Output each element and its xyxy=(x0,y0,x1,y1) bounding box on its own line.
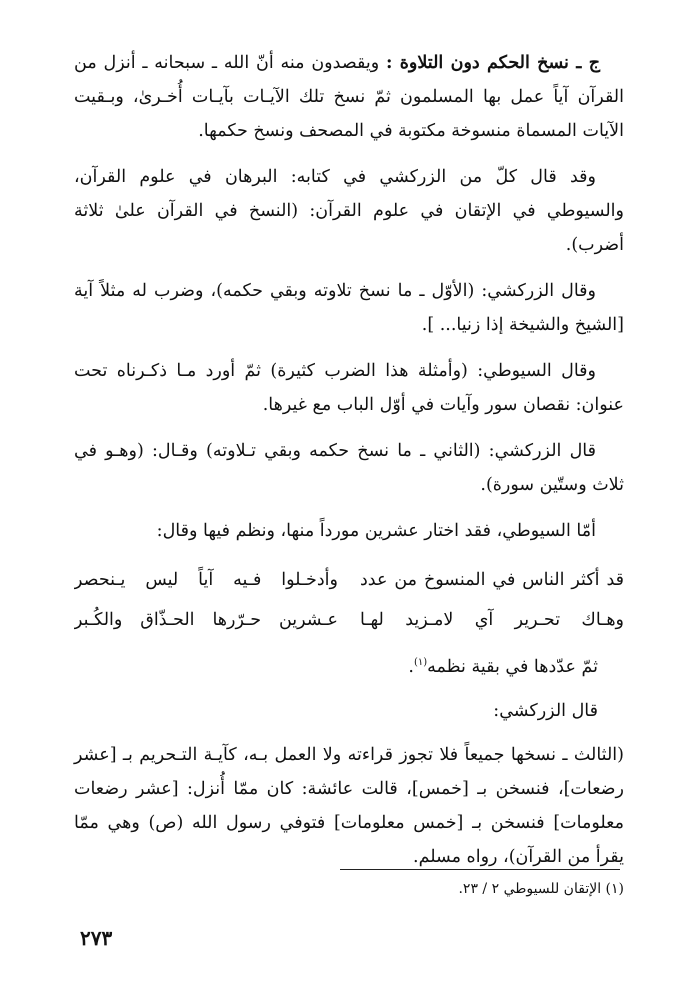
footnote: (١) الإتقان للسيوطي ٢ / ٢٣. xyxy=(458,881,624,897)
verse-second-hemistich: وأدخـلوا فـيه آياً ليس يـنحصر xyxy=(74,570,338,590)
footnote-marker[interactable]: (١) xyxy=(413,657,428,668)
paragraph-text: ثمّ عدّدها في بقية نظمه xyxy=(427,656,598,677)
page-body xyxy=(74,46,624,886)
page-number: ٢٧٣ xyxy=(80,926,113,950)
section-heading: ج ـ نسخ الحكم دون التلاوة : xyxy=(385,53,600,73)
verse-second-hemistich: عـشرين حـرّرها الحـذّاق والكُـبر xyxy=(74,610,338,630)
verse-first-hemistich: وهـاك تحـرير آي لامـزيد لهـا xyxy=(360,610,624,630)
paragraph-suyuti-examples: وقال السيوطي: (وأمثلة هذا الضرب كثيرة) ثمّ أورد مـا ذكـرناه تحت عنوان: نقصان سور وآيات في أوّل الباب مع غيرها. xyxy=(74,361,624,415)
verse-first-hemistich: قد أكثر الناس في المنسوخ من عدد xyxy=(360,570,624,590)
paragraph-zarkashi-third: (الثالث ـ نسخها جميعاً فلا تجوز قراءته ولا العمل بـه، كآيـة التـحريم بـ [عشر رضعات]، فنسخن بـ [خمس]، قالت عائشة: كان ممّا أُنزل: [عشر رضعات معلومات] فنسخن بـ [خمس معلومات] فتوفي رسول الله (ص) وهي ممّا يقرأ من القرآن)، رواه مسلم. xyxy=(74,744,624,867)
paragraph-enumerated xyxy=(74,646,624,684)
poem-verses xyxy=(74,560,624,640)
paragraph-zarkashi-first: وقال الزركشي: (الأوّل ـ ما نسخ تلاوته وبقي حكمه)، وضرب له مثلاً آية [الشيخ والشيخة إذا زنيا... ]. xyxy=(74,281,624,335)
paragraph-text: ويقصدون منه أنّ الله ـ سبحانه ـ أنزل من القرآن آياً عمل بها المسلمون ثمّ نسخ تلك الآيـات بآيـات أُخـرىٰ، وبـقيت الآيات المسماة منسوخة مكتوبة في المصحف ونسخ حكمها. xyxy=(74,53,624,141)
paragraph-suyuti-twenty: أمّا السيوطي، فقد اختار عشرين مورداً منها، ونظم فيها وقال: xyxy=(156,521,596,541)
verse-line xyxy=(74,560,624,600)
paragraph-three-types: وقد قال كلّ من الزركشي في كتابه: البرهان في علوم القرآن، والسيوطي في الإتقان في علوم القرآن: (النسخ في القرآن علىٰ ثلاثة أضرب). xyxy=(74,167,624,255)
paragraph-zarkashi-second: قال الزركشي: (الثاني ـ ما نسخ حكمه وبقي تـلاوته) وقـال: (وهـو في ثلاث وستّين سورة). xyxy=(74,441,624,495)
paragraph-end: . xyxy=(408,656,414,677)
footnote-divider xyxy=(340,869,620,870)
paragraph-abrogated-ruling xyxy=(74,46,624,148)
paragraph-zarkashi-label: قال الزركشي: xyxy=(493,700,598,721)
verse-line xyxy=(74,600,624,640)
